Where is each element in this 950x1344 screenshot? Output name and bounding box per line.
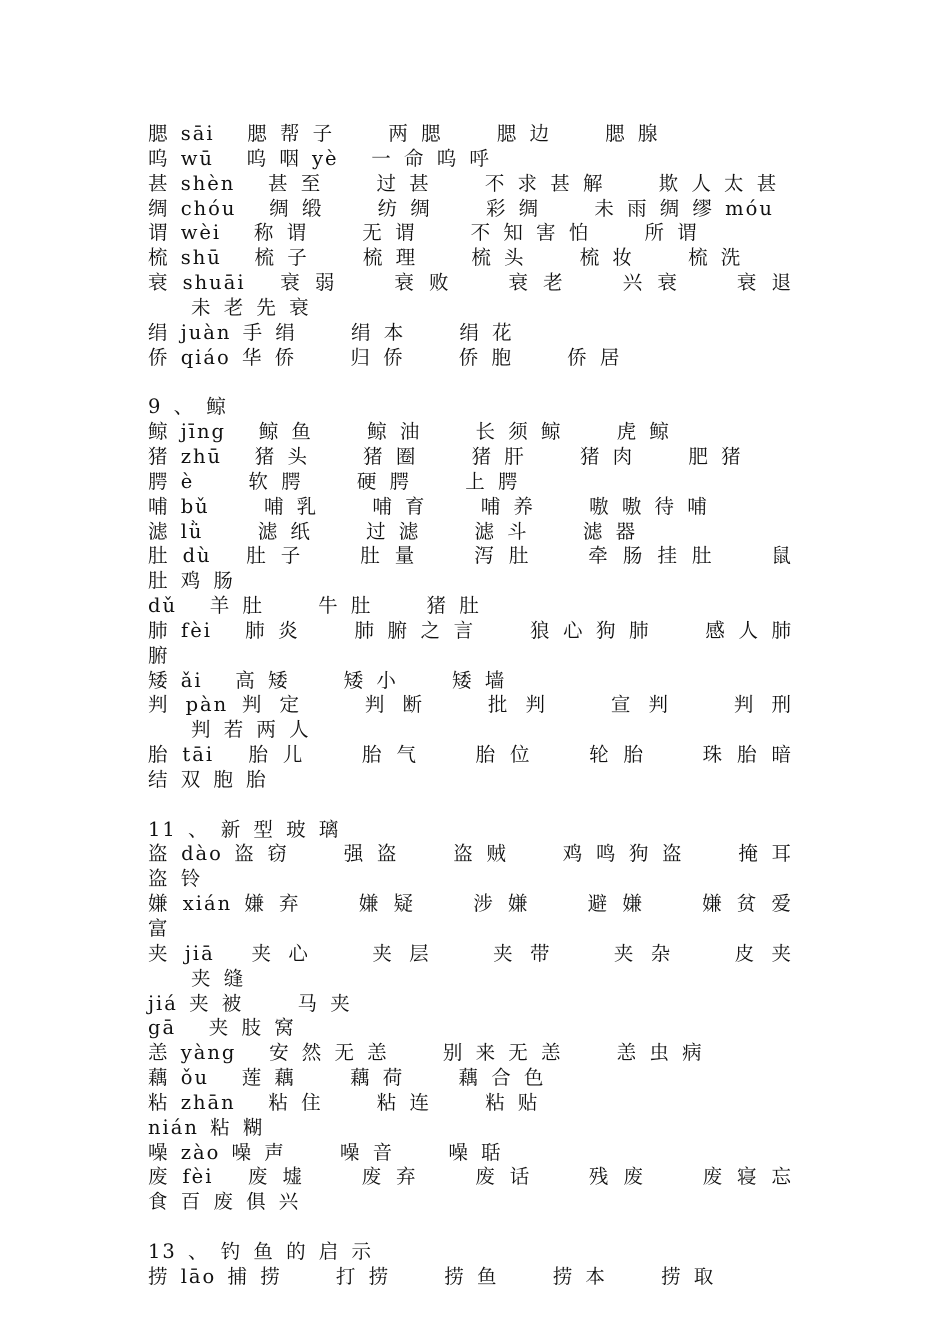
document-page	[148, 122, 793, 1290]
entry-bu: 哺 bǔ 哺 乳 哺 育 哺 养 嗷 嗷 待 哺	[148, 494, 709, 518]
entry-shuai: 衰 shuāi 衰 弱 衰 败 衰 老 兴 衰 衰 退 未 老 先 衰	[148, 271, 793, 319]
entry-du-alt: dǔ 羊 肚 牛 肚 猪 肚	[148, 594, 481, 618]
entry-jing: 鲸 jīng 鲸 鱼 鲸 油 长 须 鲸 虎 鲸	[148, 420, 671, 444]
blank-line	[148, 370, 793, 395]
entry-jia: 夹 jiā 夹 心 夹 层 夹 带 夹 杂 皮 夹 夹 缝	[148, 941, 793, 990]
entry-juan: 绢 juàn 手 绢 绢 本 绢 花	[148, 320, 514, 344]
blank-line	[148, 1215, 793, 1240]
entry-chou: 绸 chóu 绸 缎 纺 绸 彩 绸 未 雨 绸 缪 móu	[148, 196, 774, 220]
entry-fei-waste: 废 fèi 废 墟 废 弃 废 话 残 废 废 寝 忘 食 百 废 俱 兴	[148, 1165, 793, 1214]
entry-pan: 判 pàn 判 定 判 断 批 判 宣 判 判 刑 判 若 两 人	[148, 693, 793, 742]
entry-zao: 噪 zào 噪 声 噪 音 噪 聒	[148, 1140, 503, 1164]
entry-nian: nián 粘 糊	[148, 1115, 265, 1139]
entry-e: 腭 è 软 腭 硬 腭 上 腭	[148, 469, 520, 493]
entry-sai: 腮 sāi 腮 帮 子 两 腮 腮 边 腮 腺	[148, 122, 660, 145]
entry-qiao: 侨 qiáo 华 侨 归 侨 侨 胞 侨 居	[148, 345, 622, 369]
entry-ai: 矮 ǎi 高 矮 矮 小 矮 墙	[148, 668, 507, 692]
entry-wei: 谓 wèi 称 谓 无 谓 不 知 害 怕 所 谓	[148, 221, 699, 245]
entry-zhu: 猪 zhū 猪 头 猪 圈 猪 肝 猪 肉 肥 猪	[148, 444, 743, 468]
entry-fei-lung: 肺 fèi 肺 炎 肺 腑 之 言 狼 心 狗 肺 感 人 肺 腑	[148, 618, 793, 667]
entry-zhan: 粘 zhān 粘 住 粘 连 粘 贴	[148, 1090, 540, 1114]
entry-ou: 藕 ǒu 莲 藕 藕 荷 藕 合 色	[148, 1066, 546, 1090]
entry-lv: 滤 lǜ 滤 纸 过 滤 滤 斗 滤 器	[148, 519, 638, 543]
entry-shen: 甚 shèn 甚 至 过 甚 不 求 甚 解 欺 人 太 甚	[148, 171, 779, 195]
entry-du: 肚 dù 肚 子 肚 量 泻 肚 牵 肠 挂 肚 鼠 肚 鸡 肠	[148, 544, 793, 593]
entry-lao: 捞 lāo 捕 捞 打 捞 捞 鱼 捞 本 捞 取	[148, 1264, 716, 1288]
entry-yang: 恙 yàng 安 然 无 恙 别 来 无 恙 恙 虫 病	[148, 1041, 704, 1065]
entry-ga: gā 夹 肢 窝	[148, 1016, 296, 1040]
entry-jia-alt: jiá 夹 被 马 夹	[148, 991, 352, 1015]
section-heading-9: 9 、 鲸	[148, 395, 228, 419]
entry-wu: 呜 wū 呜 咽 yè 一 命 呜 呼	[148, 146, 491, 170]
entry-dao: 盗 dào 盗 窃 强 盗 盗 贼 鸡 鸣 狗 盗 掩 耳 盗 铃	[148, 842, 793, 891]
section-heading-13: 13 、 钓 鱼 的 启 示	[148, 1239, 374, 1263]
blank-line	[148, 793, 793, 818]
section-heading-11: 11 、 新 型 玻 璃	[148, 817, 341, 841]
entry-xian: 嫌 xián 嫌 弃 嫌 疑 涉 嫌 避 嫌 嫌 贫 爱 富	[148, 892, 793, 940]
entry-tai: 胎 tāi 胎 儿 胎 气 胎 位 轮 胎 珠 胎 暗 结 双 胞 胎	[148, 743, 793, 791]
entry-shu: 梳 shū 梳 子 梳 理 梳 头 梳 妆 梳 洗	[148, 246, 743, 270]
